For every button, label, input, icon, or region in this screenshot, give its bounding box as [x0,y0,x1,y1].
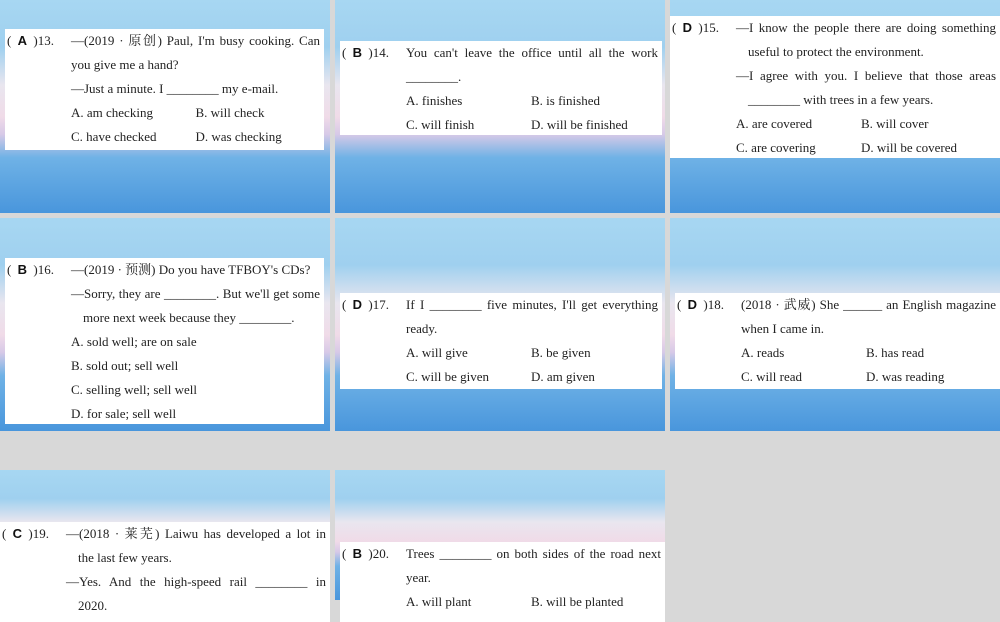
answer-letter: C [12,526,23,541]
question-stem-line: ( A )13. —(2019 · 原创) Paul, I'm busy cooking. Can [7,29,320,53]
question-number: 16. [37,262,54,277]
answer-letter: D [352,297,363,312]
answer-letter: D [687,297,698,312]
question-stem-line: ( D )15. —I know the people there are doing something [672,16,996,40]
question-text: useful to protect the environment. [748,44,924,59]
option-c: C. are covering [736,140,816,155]
options-row [342,341,658,365]
option-a: A. will plant [406,594,472,609]
slide-q17 [335,218,665,431]
question-text: —(2019 · 原创) Paul, I'm busy cooking. Can [71,33,320,48]
answer-letter: B [352,45,363,60]
question-text: the last few years. [78,550,172,565]
options-row [342,365,658,389]
question-text: you give me a hand? [71,57,179,72]
options-row [672,112,996,136]
slide-q18 [670,218,1000,431]
slide-q14 [335,0,665,213]
slide-q13 [0,0,330,213]
options-row [7,101,320,125]
question-number: 14. [372,45,389,60]
option-a: A. finishes [406,93,463,108]
question-text: You can't leave the office until all the work [406,45,658,60]
option-b: B. will be planted [531,594,624,609]
slide-q16 [0,218,330,431]
question-card-18 [675,293,1000,389]
question-number: 13. [37,33,54,48]
option-d: D. was reading [866,369,945,384]
question-text: ________ with trees in a few years. [748,92,934,107]
question-card-19 [0,522,330,622]
options-row [677,341,996,365]
option-a: A. are covered [736,116,813,131]
question-card-16 [5,258,324,424]
question-number: 17. [372,297,389,312]
option-a: A. will give [406,345,468,360]
question-text: more next week because they ________. [83,310,295,325]
question-number: 18. [707,297,724,312]
question-text: 2020. [78,598,108,613]
question-text: Trees ________ on both sides of the road next [406,546,661,561]
option-d: D. am given [531,369,595,384]
question-card-15 [670,16,1000,158]
question-stem-line: ( B )20. Trees ________ on both sides of the road next [342,542,661,566]
question-text: —(2019 · 预测) Do you have TFBOY's CDs? [71,262,311,277]
option-c: C. will read [741,369,803,384]
slide-q20 [335,470,665,609]
question-number: 19. [32,526,49,541]
option-a: A. am checking [71,105,153,120]
option-d: D. was checking [195,129,282,144]
option-b: B. will check [195,105,265,120]
option-c: C. have checked [71,129,157,144]
option-b: B. be given [531,345,591,360]
slide-q15 [670,0,1000,213]
options-row [677,365,996,389]
question-card-14 [340,41,662,135]
question-stem-line: ( C )19. —(2018 · 莱芜) Laiwu has developed a lot in [2,522,326,546]
question-card-17 [340,293,662,389]
question-text: —Just a minute. I ________ my e-mail. [71,81,279,96]
question-text: (2018 · 武威) She ______ an English magazine [741,297,996,312]
option-c: C. selling well; sell well [71,382,198,397]
options-row [342,113,658,137]
question-text: —(2018 · 莱芜) Laiwu has developed a lot in [66,526,326,541]
answer-letter: B [352,546,363,561]
slide-q19 [0,470,330,613]
answer-letter: D [682,20,693,35]
option-c: C. will finish [406,117,475,132]
option-a: A. sold well; are on sale [71,334,197,349]
question-stem-line: ( B )14. You can't leave the office until all the work [342,41,658,65]
options-row [7,125,320,149]
answer-letter: B [17,262,28,277]
option-a: A. reads [741,345,785,360]
question-card-20 [340,542,665,622]
question-text: year. [406,570,431,585]
question-text: ________. [406,69,462,84]
option-c: C. will be given [406,369,490,384]
question-text: If I ________ five minutes, I'll get everything [406,297,658,312]
question-number: 20. [372,546,389,561]
option-d: D. will be finished [531,117,628,132]
option-d: D. for sale; sell well [71,406,177,421]
option-b: B. sold out; sell well [71,358,179,373]
question-text: when I came in. [741,321,825,336]
option-b: B. will cover [861,116,929,131]
option-b: B. is finished [531,93,600,108]
question-text: —I know the people there are doing something [736,20,996,35]
question-stem-line: ( D )17. If I ________ five minutes, I'll get everything [342,293,658,317]
question-text: ready. [406,321,438,336]
question-stem-line: ( D )18. (2018 · 武威) She ______ an English magazine [677,293,996,317]
options-row [342,89,658,113]
option-b: B. has read [866,345,925,360]
question-number: 15. [702,20,719,35]
question-card-13 [5,29,324,150]
option-d: D. will be covered [861,140,958,155]
options-row [342,590,661,614]
question-text: —Sorry, they are ________. But we'll get some [71,286,320,301]
question-text: —Yes. And the high-speed rail ________ in [66,574,326,589]
question-text: —I agree with you. I believe that those areas [736,68,996,83]
answer-letter: A [17,33,28,48]
question-stem-line: ( B )16. —(2019 · 预测) Do you have TFBOY's CDs? [7,258,320,282]
options-row [672,136,996,160]
